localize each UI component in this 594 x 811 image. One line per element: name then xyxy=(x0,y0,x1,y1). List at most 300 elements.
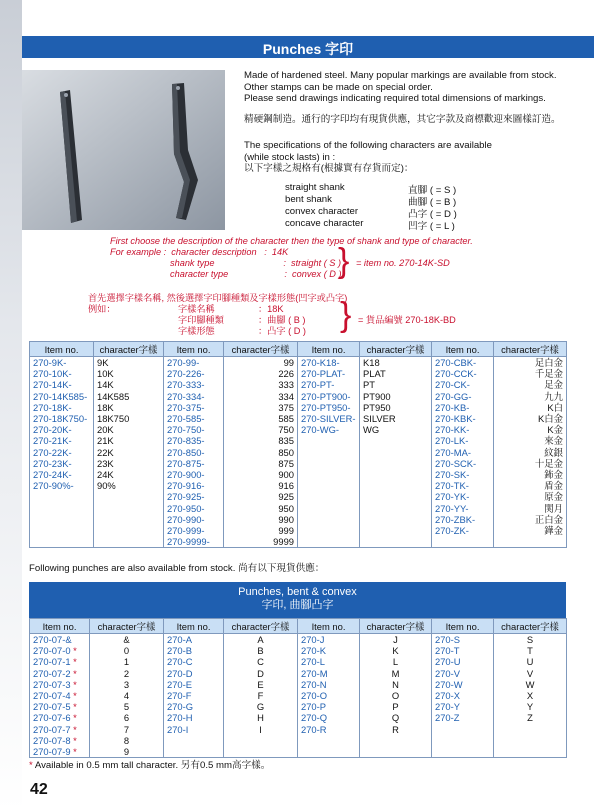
item-number-cell xyxy=(298,435,360,446)
item-number-cell: 270-E xyxy=(164,679,224,690)
item-number-cell: 270-375- xyxy=(164,402,224,413)
intro-english xyxy=(244,70,557,105)
character-cell: K白金 xyxy=(494,413,567,424)
order-example-cn: 字印腳種類 xyxy=(178,315,224,325)
character-cell: 14K xyxy=(94,379,164,390)
item-number-cell: 270-18K750- xyxy=(30,413,94,424)
character-cell xyxy=(224,746,298,758)
table-row xyxy=(30,514,567,525)
item-number-cell: 270-585- xyxy=(164,413,224,424)
character-cell: 9 xyxy=(90,746,164,758)
example-brace-cn: } xyxy=(340,296,352,334)
item-number-cell: 270-MA- xyxy=(432,447,494,458)
bottom-title-cn: 字印, 曲腳凸字 xyxy=(261,599,334,611)
character-cell: G xyxy=(224,701,298,712)
order-example-cn: ：18K xyxy=(258,304,284,314)
character-cell: 9K xyxy=(94,357,164,369)
item-number-cell: 270-I xyxy=(164,724,224,735)
order-example-cn: 字樣名稱 xyxy=(178,304,215,314)
character-cell: 10K xyxy=(94,368,164,379)
item-number-cell: 270-99- xyxy=(164,357,224,369)
character-cell: 九九 xyxy=(494,391,567,402)
character-cell xyxy=(224,735,298,746)
character-cell: R xyxy=(360,724,432,735)
character-cell xyxy=(360,536,432,548)
spec-en: convex character xyxy=(285,206,359,217)
table-row xyxy=(30,712,567,723)
character-cell: 950 xyxy=(224,502,298,513)
character-cell: 4 xyxy=(90,690,164,701)
item-number-cell: 270-9K- xyxy=(30,357,94,369)
item-number-cell: 270-Y xyxy=(432,701,494,712)
character-cell: 24K xyxy=(94,469,164,480)
item-number-cell: 270-900- xyxy=(164,469,224,480)
spec-intro-line: (while stock lasts) in : xyxy=(244,151,336,163)
character-cell xyxy=(360,525,432,536)
character-cell: PT xyxy=(360,379,432,390)
also-available-text: Following punches are also available from stock. 尚有以下現貨供應： xyxy=(29,563,325,574)
item-number-cell: 270-22K- xyxy=(30,447,94,458)
punches-illustration xyxy=(22,70,225,230)
table-row xyxy=(30,525,567,536)
character-cell: 0 xyxy=(90,645,164,656)
character-cell: O xyxy=(360,690,432,701)
spec-intro-line: 以下字樣之規格有(根據實有存貨而定)： xyxy=(244,163,414,174)
character-cell: 鏵金 xyxy=(494,525,567,536)
page-number: 42 xyxy=(30,781,48,798)
column-header: Item no. xyxy=(164,619,224,634)
item-number-cell: 270-14K- xyxy=(30,379,94,390)
character-cell xyxy=(494,735,567,746)
character-cell xyxy=(494,746,567,758)
table-row xyxy=(30,735,567,746)
item-number-cell: 270-Z xyxy=(432,712,494,723)
item-number-cell: 270-CBK- xyxy=(432,357,494,369)
left-sidebar-band xyxy=(0,0,22,811)
item-number-cell: 270-07-9 * xyxy=(30,746,90,758)
item-number-cell xyxy=(298,746,360,758)
character-cell: 226 xyxy=(224,368,298,379)
character-cell: 2 xyxy=(90,668,164,679)
item-number-cell: 270-24K- xyxy=(30,469,94,480)
example-result-cn: = 貨品編號 270-18K-BD xyxy=(358,315,456,325)
table-row xyxy=(30,435,567,446)
character-cell xyxy=(94,525,164,536)
spec-cn: 曲腳 ( = B ) xyxy=(408,197,457,208)
item-number-cell: 270-S xyxy=(432,634,494,646)
table-row xyxy=(30,645,567,656)
character-cell: V xyxy=(494,668,567,679)
character-cell: 原金 xyxy=(494,491,567,502)
item-number-cell: 270-N xyxy=(298,679,360,690)
character-cell: 835 xyxy=(224,435,298,446)
column-header: Item no. xyxy=(432,342,494,357)
character-cell: 916 xyxy=(224,480,298,491)
character-cell: Q xyxy=(360,712,432,723)
table-row xyxy=(30,679,567,690)
character-cell: 正白金 xyxy=(494,514,567,525)
item-number-cell: 270-M xyxy=(298,668,360,679)
item-number-cell: 270-KBK- xyxy=(432,413,494,424)
item-number-cell: 270-B xyxy=(164,645,224,656)
item-number-cell xyxy=(432,536,494,548)
item-number-cell: 270-ZBK- xyxy=(432,514,494,525)
item-number-cell xyxy=(164,735,224,746)
character-cell: 850 xyxy=(224,447,298,458)
item-number-cell: 270-07-1 * xyxy=(30,656,90,667)
example-result: = item no. 270-14K-SD xyxy=(356,258,450,268)
character-cell: 333 xyxy=(224,379,298,390)
item-number-cell: 270-T xyxy=(432,645,494,656)
table-row xyxy=(30,379,567,390)
item-number-cell: 270-K xyxy=(298,645,360,656)
item-number-cell xyxy=(298,458,360,469)
item-number-cell: 270-SILVER- xyxy=(298,413,360,424)
column-header: Item no. xyxy=(164,342,224,357)
character-cell xyxy=(360,514,432,525)
character-cell xyxy=(494,536,567,548)
item-number-cell: 270-PT900- xyxy=(298,391,360,402)
item-number-cell: 270-990- xyxy=(164,514,224,525)
table-row xyxy=(30,402,567,413)
item-number-cell: 270-07-7 * xyxy=(30,724,90,735)
item-number-cell xyxy=(298,735,360,746)
character-cell: PT900 xyxy=(360,391,432,402)
item-number-cell: 270-R xyxy=(298,724,360,735)
character-cell: I xyxy=(224,724,298,735)
column-header: Item no. xyxy=(30,342,94,357)
character-cell xyxy=(360,435,432,446)
item-number-cell xyxy=(298,514,360,525)
item-number-cell: 270-875- xyxy=(164,458,224,469)
item-number-cell: 270-950- xyxy=(164,502,224,513)
table-row xyxy=(30,357,567,369)
character-cell: 999 xyxy=(224,525,298,536)
spec-cn: 凸字 ( = D ) xyxy=(408,209,457,220)
item-number-cell: 270-GG- xyxy=(432,391,494,402)
item-number-cell xyxy=(432,724,494,735)
character-cell: 375 xyxy=(224,402,298,413)
character-cell: U xyxy=(494,656,567,667)
item-number-cell: 270-14K585- xyxy=(30,391,94,402)
item-number-cell: 270-LK- xyxy=(432,435,494,446)
table-row xyxy=(30,413,567,424)
item-number-cell: 270-07-8 * xyxy=(30,735,90,746)
item-number-cell: 270-K18- xyxy=(298,357,360,369)
character-cell: K金 xyxy=(494,424,567,435)
character-cell: 來金 xyxy=(494,435,567,446)
table-row xyxy=(30,701,567,712)
character-cell: 8 xyxy=(90,735,164,746)
bottom-title-en: Punches, bent & convex xyxy=(238,586,357,598)
order-example-cn: ：凸字 ( D ) xyxy=(258,326,306,336)
item-number-cell: 270-916- xyxy=(164,480,224,491)
table-row xyxy=(30,447,567,458)
spec-intro-line: The specifications of the following characters are available xyxy=(244,140,492,151)
character-cell: 14K585 xyxy=(94,391,164,402)
footnote-star-marker: * xyxy=(73,734,77,746)
character-cell: 5 xyxy=(90,701,164,712)
character-cell xyxy=(94,536,164,548)
column-header: Item no. xyxy=(298,619,360,634)
character-cell: 1 xyxy=(90,656,164,667)
item-number-cell: 270-07-4 * xyxy=(30,690,90,701)
item-number-cell: 270-07-& xyxy=(30,634,90,646)
item-number-cell: 270-925- xyxy=(164,491,224,502)
table-row xyxy=(30,368,567,379)
character-cell: 6 xyxy=(90,712,164,723)
character-cell: 18K750 xyxy=(94,413,164,424)
item-number-cell xyxy=(432,746,494,758)
character-cell: 90% xyxy=(94,480,164,491)
item-number-cell: 270-YY- xyxy=(432,502,494,513)
spec-intro xyxy=(244,140,492,175)
footnote-star-marker: * xyxy=(73,745,77,757)
item-number-cell: 270-10K- xyxy=(30,368,94,379)
character-cell xyxy=(94,514,164,525)
item-number-cell: 270-18K- xyxy=(30,402,94,413)
character-cell: 925 xyxy=(224,491,298,502)
item-number-cell: 270-G xyxy=(164,701,224,712)
character-cell: 750 xyxy=(224,424,298,435)
character-cell: B xyxy=(224,645,298,656)
character-cell: PT950 xyxy=(360,402,432,413)
order-instruction: First choose the description of the character then the type of shank and type of character. xyxy=(110,236,473,246)
character-cell: SILVER xyxy=(360,413,432,424)
item-number-cell: 270-835- xyxy=(164,435,224,446)
spec-cn: 直腳 ( = S ) xyxy=(408,185,457,196)
character-cell: P xyxy=(360,701,432,712)
page-title: Punches 字印 xyxy=(262,41,354,57)
character-cell: H xyxy=(224,712,298,723)
character-cell: 盾金 xyxy=(494,480,567,491)
item-number-cell: 270-J xyxy=(298,634,360,646)
item-number-cell xyxy=(164,746,224,758)
column-header: Item no. xyxy=(298,342,360,357)
intro-line: Other stamps can be made on special order. xyxy=(244,81,433,93)
item-number-cell: 270-X xyxy=(432,690,494,701)
character-cell xyxy=(494,724,567,735)
item-number-cell: 270-CK- xyxy=(432,379,494,390)
character-cell: Z xyxy=(494,712,567,723)
character-cell: 99 xyxy=(224,357,298,369)
character-cell: 23K xyxy=(94,458,164,469)
character-cell: 585 xyxy=(224,413,298,424)
order-example-line: shank type : straight ( S ) xyxy=(170,258,342,268)
character-cell: S xyxy=(494,634,567,646)
item-number-cell: 270-850- xyxy=(164,447,224,458)
character-cell: 334 xyxy=(224,391,298,402)
character-cell: D xyxy=(224,668,298,679)
table-row xyxy=(30,724,567,735)
character-cell: 990 xyxy=(224,514,298,525)
item-number-cell: 270-334- xyxy=(164,391,224,402)
character-cell: 22K xyxy=(94,447,164,458)
item-number-cell: 270-23K- xyxy=(30,458,94,469)
character-cell: 875 xyxy=(224,458,298,469)
footnote-star-marker: * xyxy=(73,690,77,702)
character-cell: N xyxy=(360,679,432,690)
character-cell: 900 xyxy=(224,469,298,480)
item-number-cell: 270-V xyxy=(432,668,494,679)
character-cell: 足白金 xyxy=(494,357,567,369)
character-cell: 鈽金 xyxy=(494,469,567,480)
item-number-cell: 270-U xyxy=(432,656,494,667)
item-number-cell: 270-D xyxy=(164,668,224,679)
character-cell: 20K xyxy=(94,424,164,435)
bent-convex-table xyxy=(29,618,567,758)
item-number-cell: 270-ZK- xyxy=(432,525,494,536)
item-number-cell: 270-W xyxy=(432,679,494,690)
intro-chinese: 精硬鋼制造。通行的字印均有現貨供應，其它字款及商標歡迎來圖樣訂造。 xyxy=(244,114,561,125)
column-header: character字樣 xyxy=(90,619,164,634)
footnote-star-marker: * xyxy=(73,701,77,713)
table-row xyxy=(30,458,567,469)
table-row xyxy=(30,746,567,758)
item-number-cell: 270-P xyxy=(298,701,360,712)
table-row xyxy=(30,536,567,548)
character-cell: 3 xyxy=(90,679,164,690)
character-cell xyxy=(94,502,164,513)
character-cell: 千足金 xyxy=(494,368,567,379)
item-number-cell xyxy=(30,536,94,548)
character-cell: & xyxy=(90,634,164,646)
character-cell: 21K xyxy=(94,435,164,446)
character-cell: 紋銀 xyxy=(494,447,567,458)
table-row xyxy=(30,469,567,480)
character-cell xyxy=(360,746,432,758)
item-number-cell: 270-TK- xyxy=(432,480,494,491)
footnote-star-marker: * xyxy=(73,645,77,657)
character-cell: M xyxy=(360,668,432,679)
item-number-cell: 270-750- xyxy=(164,424,224,435)
item-number-cell xyxy=(30,502,94,513)
item-number-cell xyxy=(432,735,494,746)
item-number-cell xyxy=(30,525,94,536)
character-cell: 9999 xyxy=(224,536,298,548)
order-example-line: character type : convex ( D ) xyxy=(170,269,342,279)
table-row xyxy=(30,491,567,502)
character-cell xyxy=(94,491,164,502)
column-header: Item no. xyxy=(432,619,494,634)
character-cell: K18 xyxy=(360,357,432,369)
item-number-cell: 270-O xyxy=(298,690,360,701)
character-cell: PLAT xyxy=(360,368,432,379)
character-cell: 足金 xyxy=(494,379,567,390)
item-number-cell xyxy=(298,480,360,491)
table-row xyxy=(30,690,567,701)
spec-en: concave character xyxy=(285,218,364,229)
footnote-star-marker: * xyxy=(73,723,77,735)
item-number-cell: 270-KK- xyxy=(432,424,494,435)
character-cell xyxy=(360,480,432,491)
footnote-star-marker: * xyxy=(73,678,77,690)
character-cell: 7 xyxy=(90,724,164,735)
item-number-cell: 270-PT- xyxy=(298,379,360,390)
item-number-cell: 270-07-6 * xyxy=(30,712,90,723)
footnote-star-marker: * xyxy=(73,667,77,679)
character-cell xyxy=(360,458,432,469)
punches-photo xyxy=(22,70,225,230)
table-row xyxy=(30,634,567,646)
character-table xyxy=(29,341,567,548)
character-cell: W xyxy=(494,679,567,690)
item-number-cell: 270-C xyxy=(164,656,224,667)
character-cell xyxy=(360,735,432,746)
character-cell: K白 xyxy=(494,402,567,413)
character-cell: F xyxy=(224,690,298,701)
item-number-cell: 270-226- xyxy=(164,368,224,379)
footnote-star-marker: * xyxy=(73,656,77,668)
item-number-cell: 270-07-2 * xyxy=(30,668,90,679)
column-header: character字樣 xyxy=(224,342,298,357)
character-cell xyxy=(360,447,432,458)
character-cell: A xyxy=(224,634,298,646)
item-number-cell: 270-90%- xyxy=(30,480,94,491)
item-number-cell: 270-KB- xyxy=(432,402,494,413)
item-number-cell: 270-SK- xyxy=(432,469,494,480)
character-cell: T xyxy=(494,645,567,656)
table-header-row xyxy=(30,619,567,634)
intro-line: Please send drawings indicating required total dimensions of markings. xyxy=(244,93,546,104)
column-header: character字樣 xyxy=(224,619,298,634)
item-number-cell xyxy=(298,525,360,536)
character-cell: WG xyxy=(360,424,432,435)
table-row xyxy=(30,668,567,679)
character-cell: Y xyxy=(494,701,567,712)
item-number-cell xyxy=(298,491,360,502)
item-number-cell xyxy=(30,514,94,525)
item-number-cell: 270-999- xyxy=(164,525,224,536)
item-number-cell: 270-F xyxy=(164,690,224,701)
character-cell: C xyxy=(224,656,298,667)
character-cell: 関月 xyxy=(494,502,567,513)
column-header: character字樣 xyxy=(360,342,432,357)
table-row xyxy=(30,480,567,491)
item-number-cell xyxy=(298,536,360,548)
item-number-cell: 270-CCK- xyxy=(432,368,494,379)
item-number-cell: 270-PLAT- xyxy=(298,368,360,379)
item-number-cell: 270-07-3 * xyxy=(30,679,90,690)
spec-cn: 凹字 ( = L ) xyxy=(408,221,455,232)
column-header: character字樣 xyxy=(494,619,567,634)
order-instruction-cn: 首先選擇字樣名稱, 然後選擇字印腳種類及字樣形態(凹字或凸字) xyxy=(88,293,348,303)
table-row xyxy=(30,656,567,667)
item-number-cell: 270-9999- xyxy=(164,536,224,548)
spec-en: bent shank xyxy=(285,194,332,205)
item-number-cell xyxy=(298,502,360,513)
column-header: character字樣 xyxy=(94,342,164,357)
item-number-cell: 270-07-5 * xyxy=(30,701,90,712)
character-cell: E xyxy=(224,679,298,690)
item-number-cell: 270-07-0 * xyxy=(30,645,90,656)
character-cell: X xyxy=(494,690,567,701)
item-number-cell: 270-SCK- xyxy=(432,458,494,469)
table-row xyxy=(30,424,567,435)
character-cell: L xyxy=(360,656,432,667)
character-cell: 18K xyxy=(94,402,164,413)
footnote-text: Available in 0.5 mm tall character. 另有0.5 mm高字樣。 xyxy=(34,760,271,771)
character-cell: 十足金 xyxy=(494,458,567,469)
order-example-line: For example : character description : 14K xyxy=(110,247,289,257)
order-example-cn: ：曲腳 ( B ) xyxy=(258,315,306,325)
item-number-cell: 270-Q xyxy=(298,712,360,723)
item-number-cell: 270-WG- xyxy=(298,424,360,435)
column-header: Item no. xyxy=(30,619,90,634)
item-number-cell: 270-PT950- xyxy=(298,402,360,413)
spec-en: straight shank xyxy=(285,182,345,193)
order-example-cn: 字樣形態 xyxy=(178,326,215,336)
